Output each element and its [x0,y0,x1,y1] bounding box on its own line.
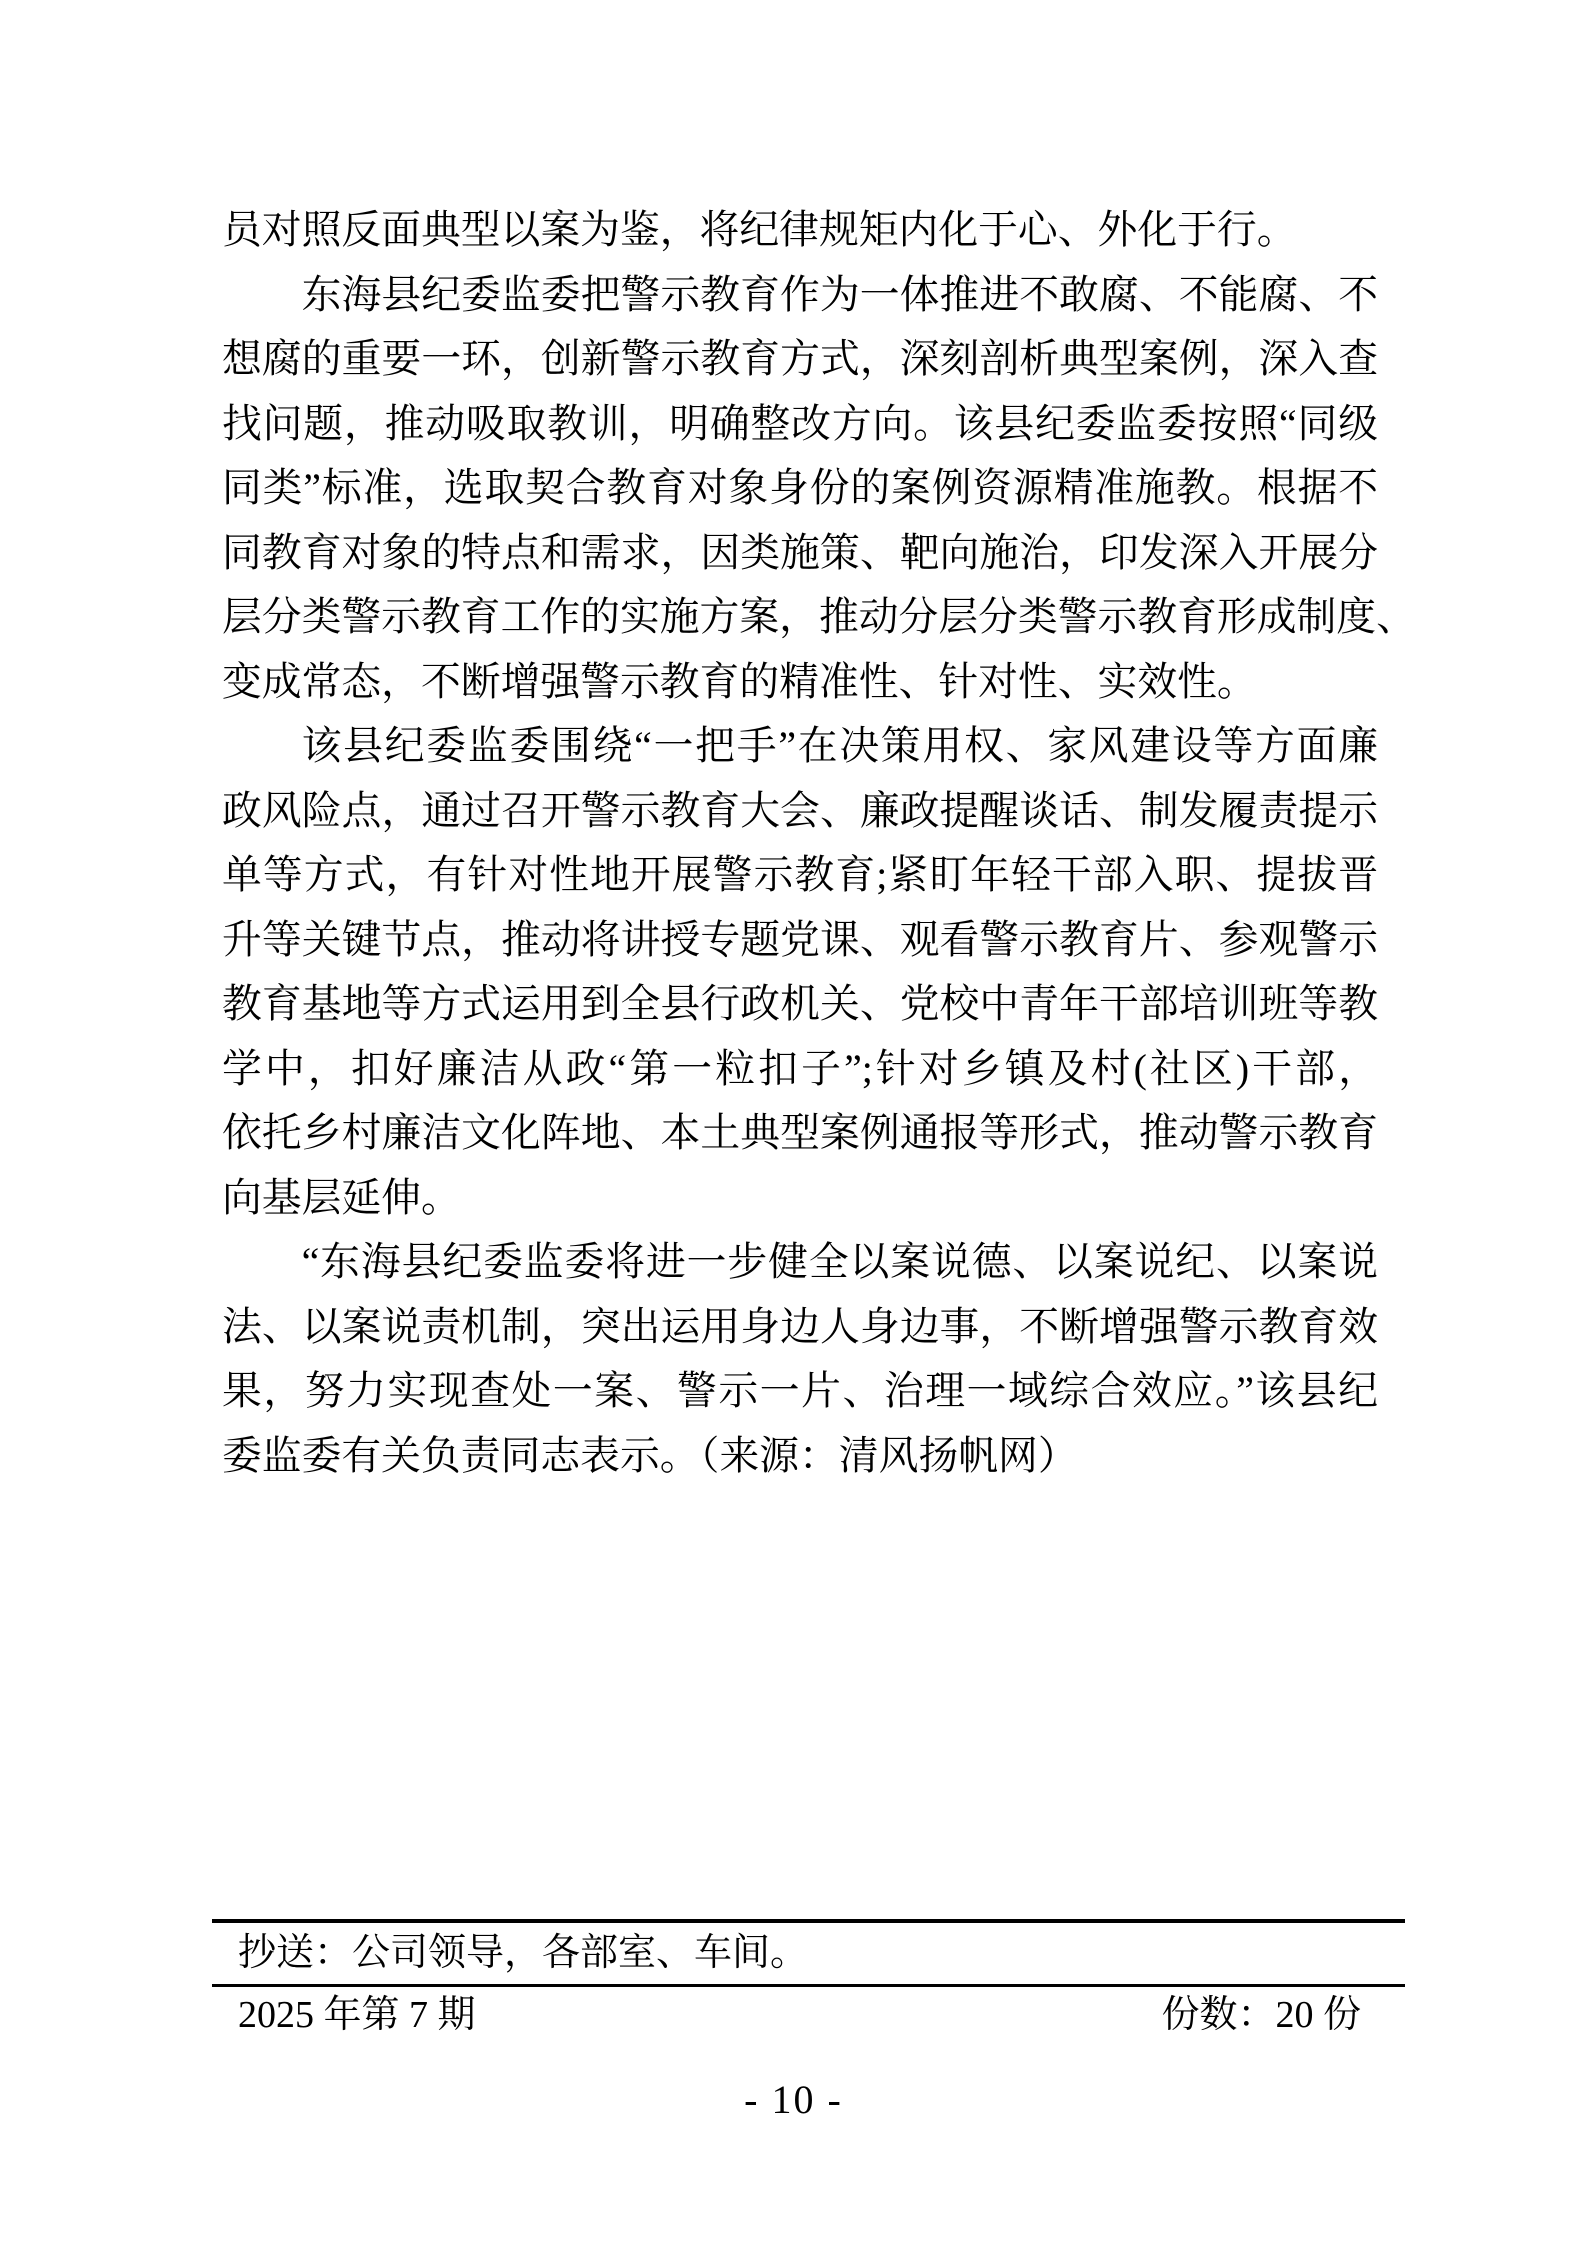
body-line: 层分类警示教育工作的实施方案，推动分层分类警示教育形成制度、 [222,595,1416,639]
body-line: 果，努力实现查处一案、警示一片、治理一域综合效应。”该县纪 [222,1369,1378,1413]
body-line: 法、以案说责机制，突出运用身边人身边事，不断增强警示教育效 [222,1304,1378,1349]
body-line: 找问题，推动吸取教训，明确整改方向。该县纪委监委按照“同级 [222,401,1378,446]
issue-label: 2025 年第 7 期 [238,1994,476,2036]
body-line: 单等方式，有针对性地开展警示教育;紧盯年轻干部入职、提拔晋 [222,853,1378,897]
body-line: 东海县纪委监委把警示教育作为一体推进不敢腐、不能腐、不 [301,272,1378,317]
cc-line [212,1919,1405,1987]
issue-row [212,1992,1405,2038]
body-line: 同类”标准，选取契合教育对象身份的案例资源精准施教。根据不 [222,466,1378,510]
body-line: 教育基地等方式运用到全县行政机关、党校中青年干部培训班等教 [222,982,1378,1026]
body-line: 委监委有关负责同志表示。（来源：清风扬帆网） [222,1433,1078,1478]
cc-label: 抄送：公司领导，各部室、车间。 [238,1932,809,1974]
body-line: 同教育对象的特点和需求，因类施策、靶向施治，印发深入开展分 [222,530,1378,575]
body-line: 依托乡村廉洁文化阵地、本土典型案例通报等形式，推动警示教育 [222,1111,1378,1155]
page-number: - 10 - [744,2077,843,2122]
body-line: 该县纪委监委围绕“一把手”在决策用权、家风建设等方面廉 [301,724,1378,768]
body-line: 学中，扣好廉洁从政“第一粒扣子”;针对乡镇及村(社区)干部， [222,1046,1378,1091]
body-line: “东海县纪委监委将进一步健全以案说德、以案说纪、以案说 [301,1240,1378,1284]
copies-count: 份数：20 份 [1161,1994,1361,2036]
body-line: 向基层延伸。 [222,1175,461,1220]
body-line: 员对照反面典型以案为鉴，将纪律规矩内化于心、外化于行。 [222,208,1297,252]
document-body [222,198,1416,1488]
body-line: 政风险点，通过召开警示教育大会、廉政提醒谈话、制发履责提示 [222,788,1378,833]
body-line: 升等关键节点，推动将讲授专题党课、观看警示教育片、参观警示 [222,917,1378,962]
body-line: 想腐的重要一环，创新警示教育方式，深刻剖析典型案例，深入查 [222,337,1378,381]
body-line: 变成常态，不断增强警示教育的精准性、针对性、实效性。 [222,659,1257,704]
